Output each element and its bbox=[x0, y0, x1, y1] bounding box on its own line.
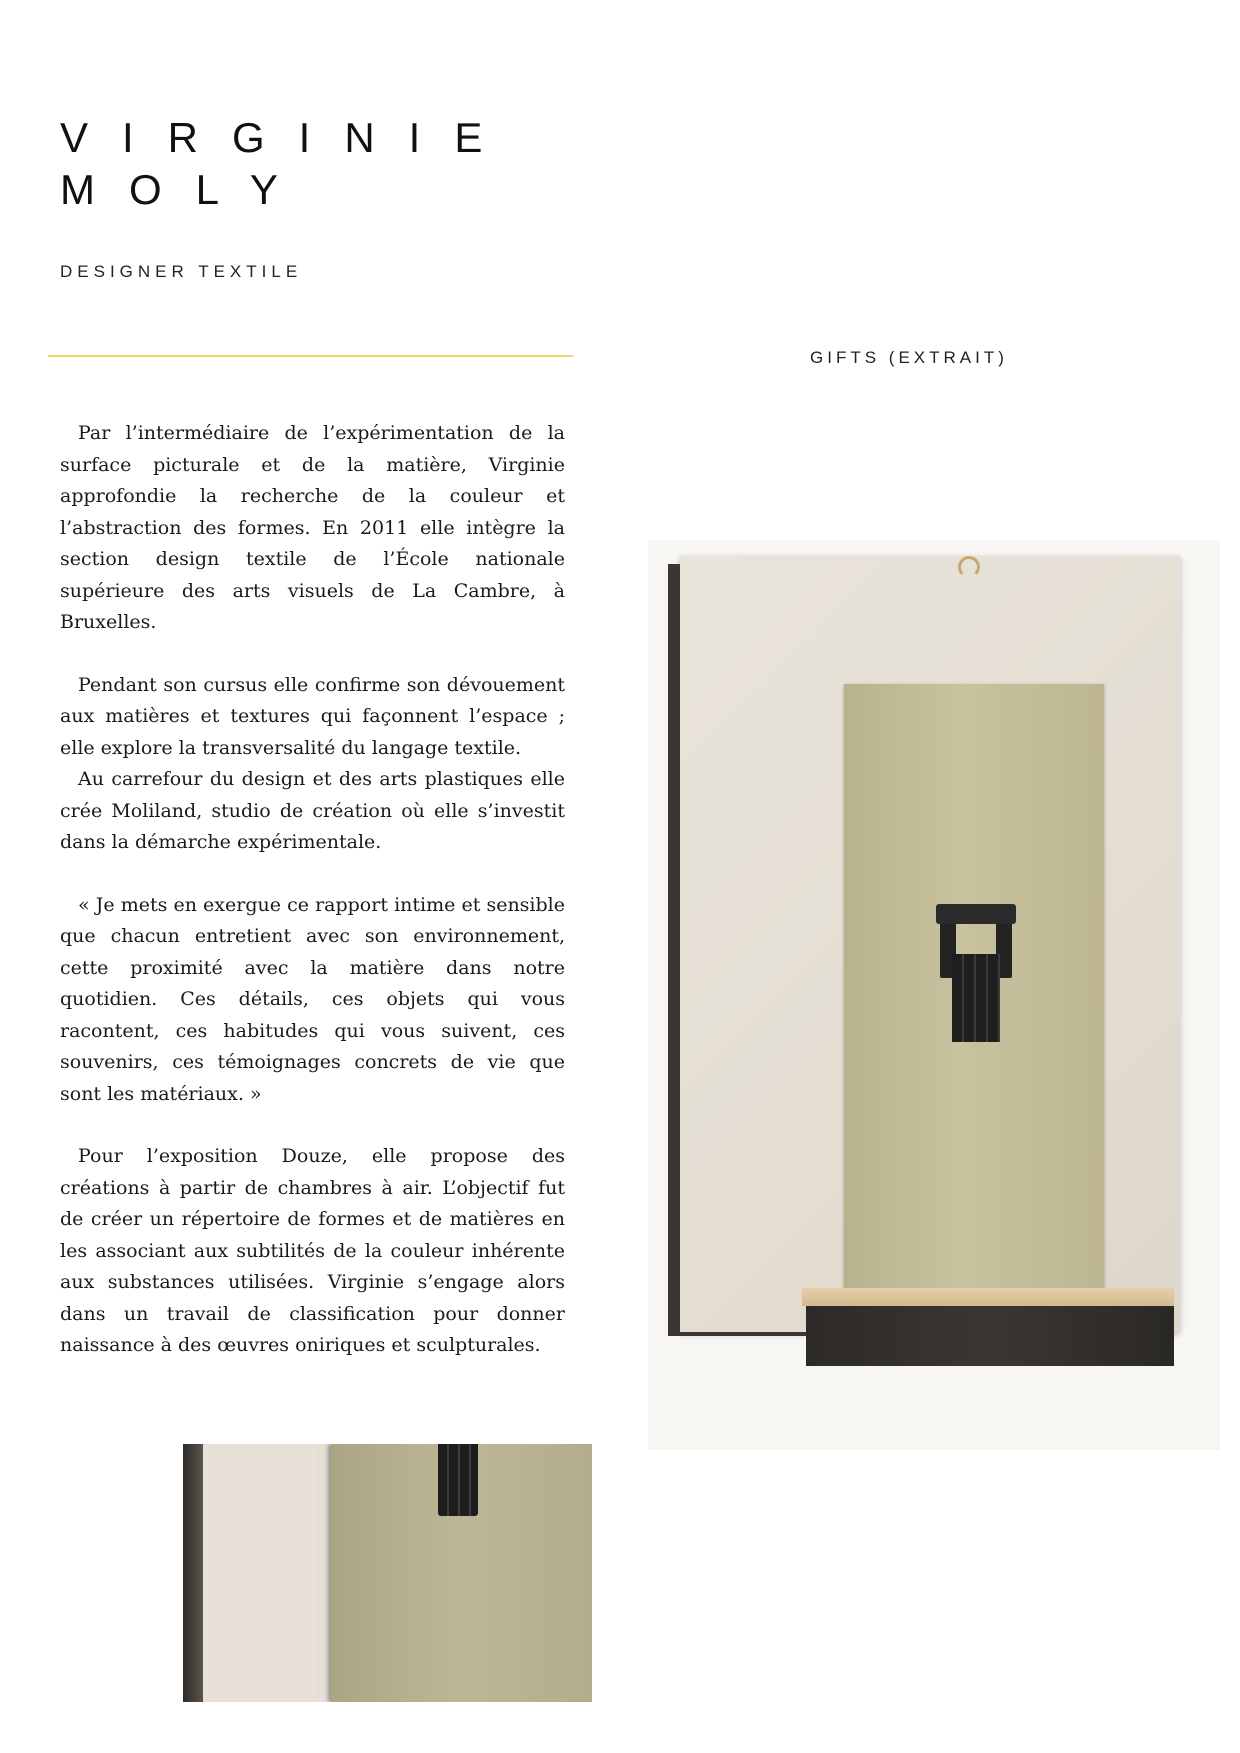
artwork-photo bbox=[648, 540, 1220, 1450]
artist-last-name: MOLY bbox=[60, 166, 312, 213]
wooden-shelf-front bbox=[806, 1306, 1174, 1366]
artwork-caption: GIFTS (EXTRAIT) bbox=[810, 348, 1008, 367]
bio-paragraph: Au carrefour du design et des arts plastiques elle crée Moliland, studio de création où elle s’investit dans la démarche expérimentale. bbox=[60, 768, 565, 853]
bio-paragraph: Pendant son cursus elle confirme son dévouement aux matières et textures qui façonnent l’espace ; elle explore la transversalité du langage textile. bbox=[60, 673, 565, 759]
artwork-detail-photo bbox=[183, 1444, 592, 1702]
detail-board-edge bbox=[183, 1444, 203, 1702]
rubber-fringe-piece bbox=[936, 904, 1016, 1044]
wooden-shelf-top bbox=[802, 1288, 1174, 1306]
rubber-band bbox=[936, 904, 1016, 924]
artist-discipline: DESIGNER TEXTILE bbox=[60, 262, 303, 281]
rubber-fringe bbox=[952, 954, 1000, 1042]
bio-paragraph: Pour l’exposition Douze, elle propose des créations à partir de chambres à air. L’objectif fut de créer un répertoire de formes et de matières en les associant aux subtilités de la couleur inhérente aux substances utilisées. Virginie s’engage alors dans un travail de classification pour donner naissance à des œuvres oniriques et sculpturales. bbox=[60, 1145, 565, 1356]
brass-plate bbox=[844, 684, 1104, 1302]
biography-text bbox=[60, 418, 565, 1362]
hanging-hook bbox=[958, 556, 980, 578]
artist-first-name: VIRGINIE bbox=[60, 114, 517, 161]
detail-canvas bbox=[203, 1444, 315, 1702]
artist-name bbox=[60, 112, 516, 216]
canvas-board bbox=[680, 556, 1180, 1332]
quote-paragraph: « Je mets en exergue ce rapport intime et sensible que chacun entretient avec son environnement, cette proximité avec la matière dans notre quotidien. Ces détails, ces objets qui vous racontent, ces habitudes qui vous suivent, ces souvenirs, ces témoignages concrets de vie que sont les matériaux. » bbox=[60, 893, 565, 1105]
yellow-divider bbox=[48, 355, 573, 357]
detail-rubber-fringe bbox=[438, 1444, 478, 1516]
bio-paragraph: Par l’intermédiaire de l’expérimentation de la surface picturale et de la matière, Virginie approfondie la recherche de la couleur et l’abstraction des formes. En 2011 elle intègre la section design textile de l’École nationale supérieure des arts visuels de La Cambre, à Bruxelles. bbox=[60, 422, 565, 633]
